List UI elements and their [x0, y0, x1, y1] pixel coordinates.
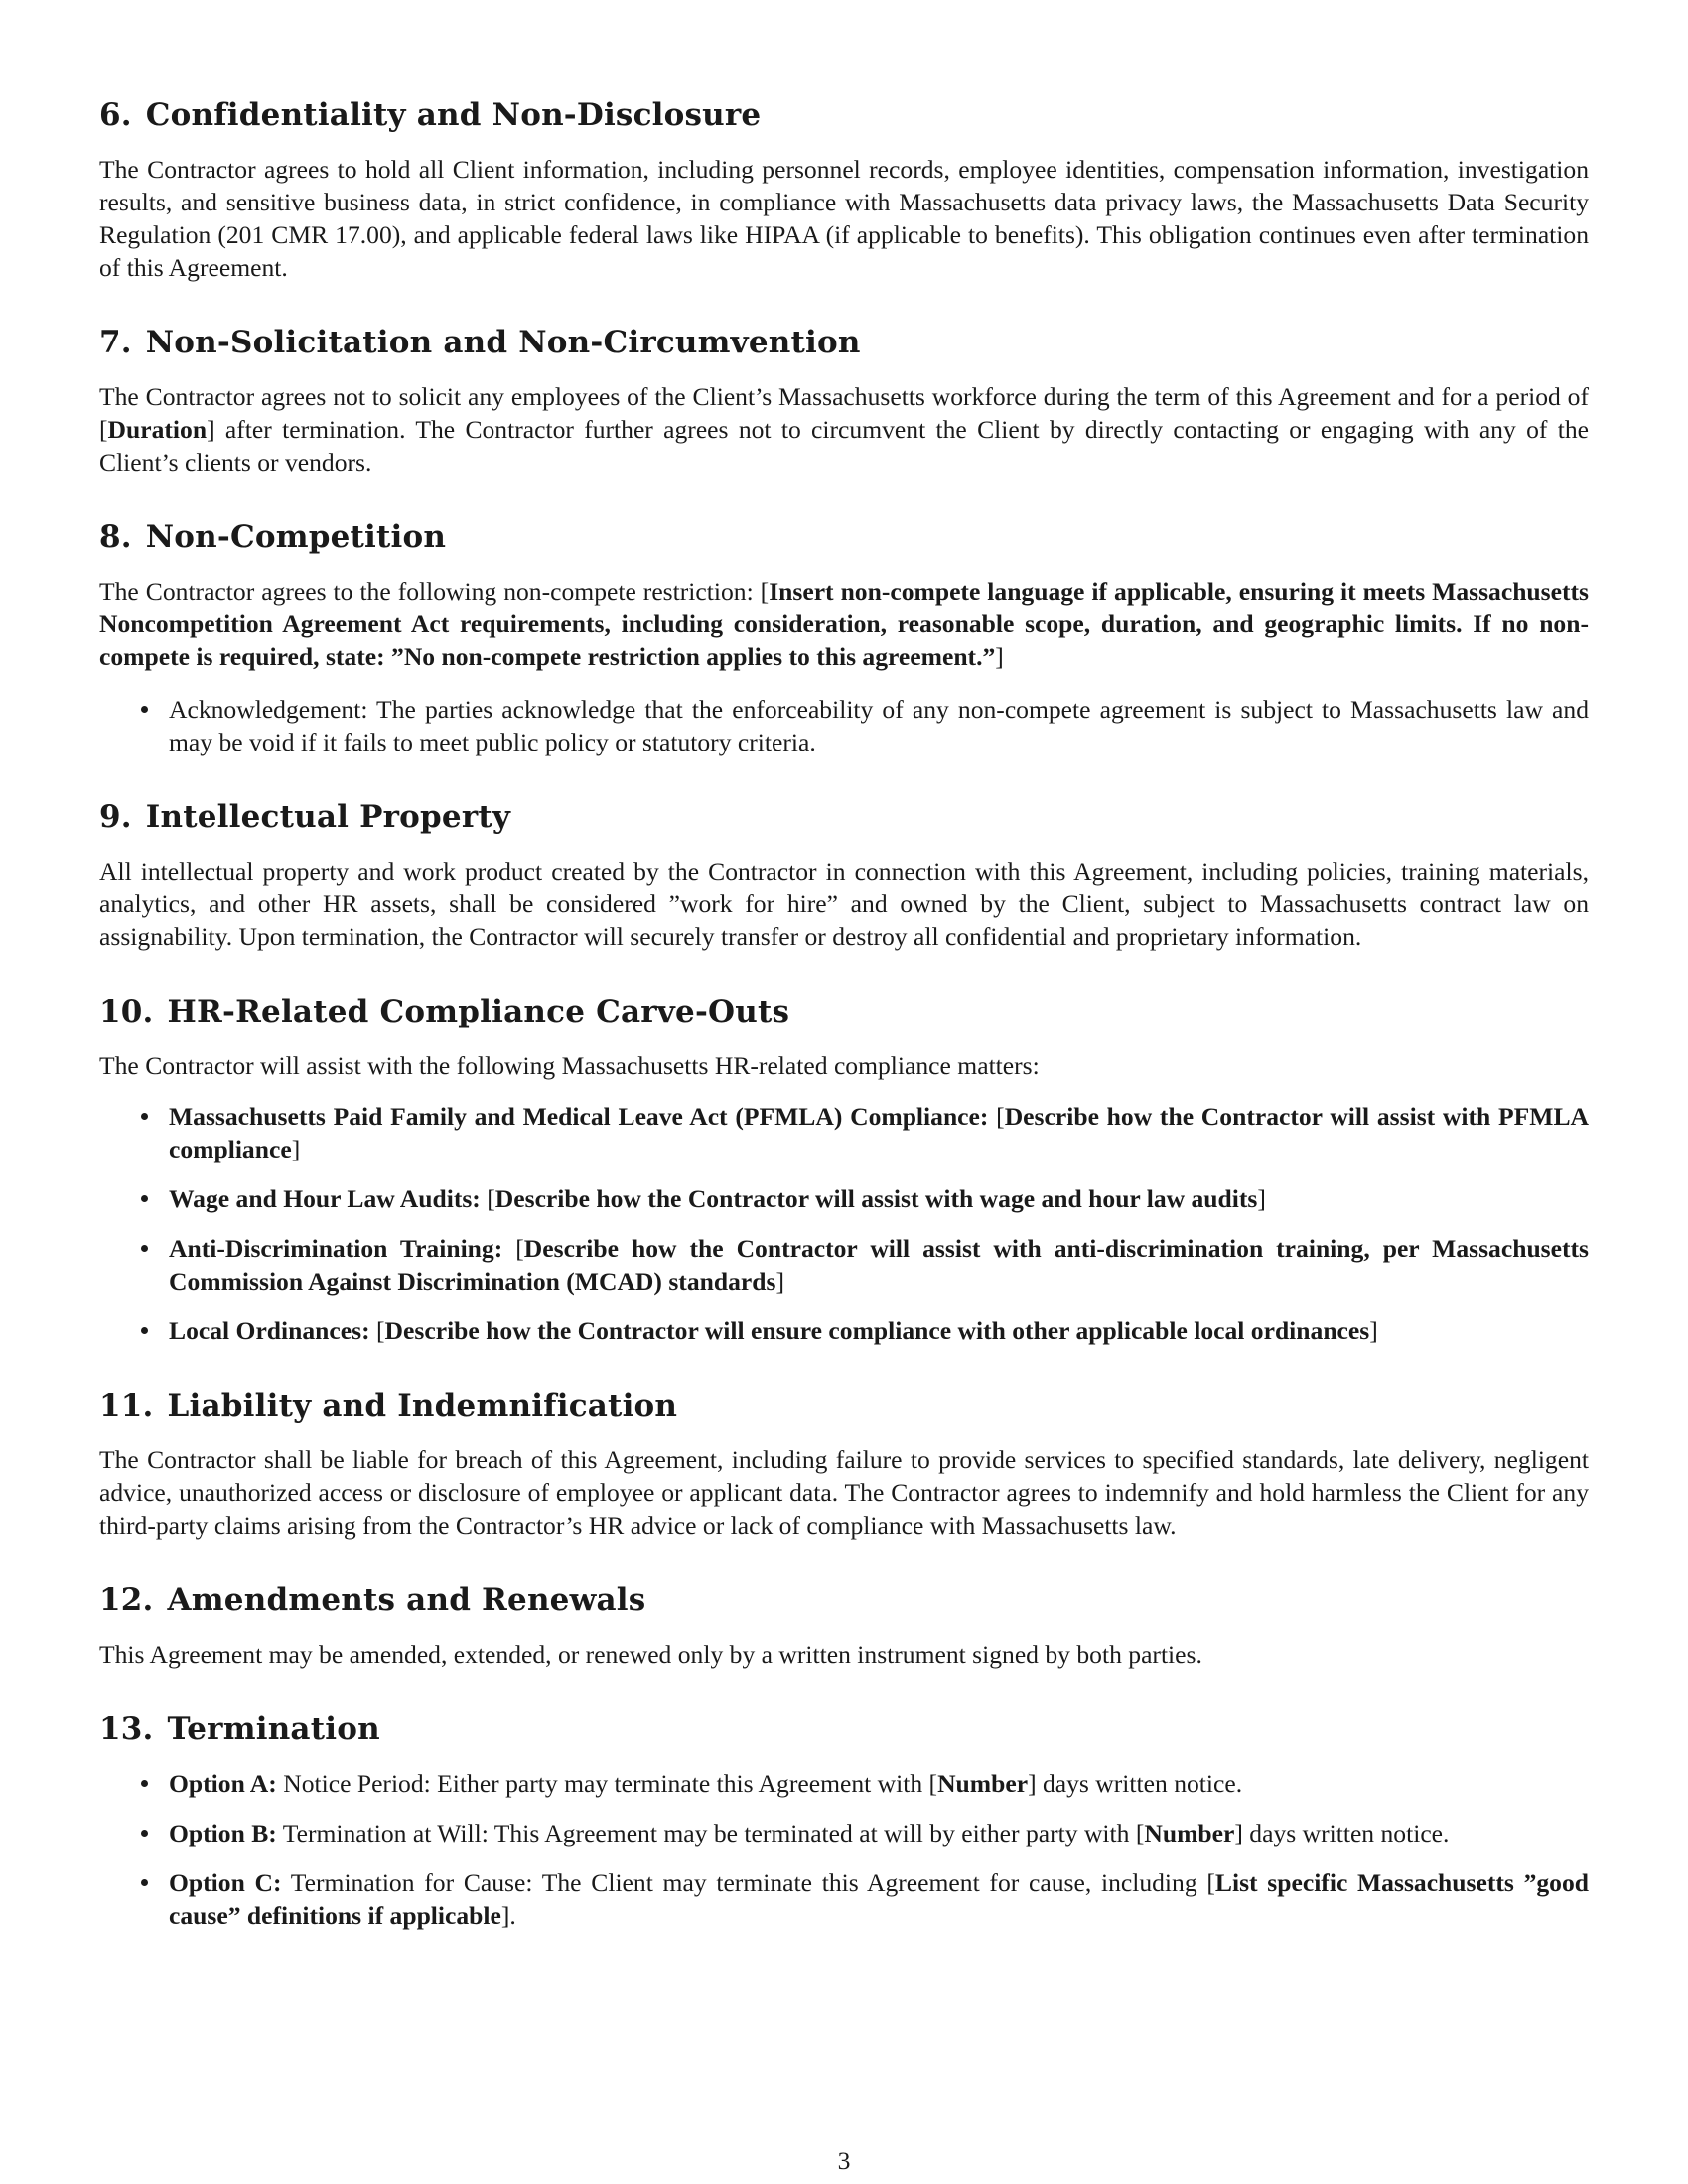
- list-item: Wage and Hour Law Audits: [Describe how the Contractor will assist with wage and hour law audits]: [99, 1182, 1589, 1215]
- bullet-icon: [141, 1113, 148, 1120]
- bullet-icon: [141, 706, 148, 713]
- section-10-list: [99, 1100, 1589, 1347]
- section-11-body: The Contractor shall be liable for breach of this Agreement, including failure to provide services to specified standards, late delivery, negligent advice, unauthorized access or disclosure of employee or applicant data. The Contractor agrees to indemnify and hold harmless the Client for any third-party claims arising from the Contractor’s HR advice or lack of compliance with Massachusetts law.: [99, 1445, 1589, 1540]
- bullet-icon: [141, 1195, 148, 1202]
- section-heading-11: 11. Liability and Indemnification: [99, 1388, 678, 1424]
- list-item: Option B: Termination at Will: This Agreement may be terminated at will by either party with [Number] days written notice.: [99, 1817, 1589, 1849]
- section-heading-9: 9. Intellectual Property: [99, 799, 511, 835]
- bullet-icon: [141, 1327, 148, 1334]
- section-9-body: All intellectual property and work product created by the Contractor in connection with this Agreement, including policies, training materials, analytics, and other HR assets, shall be considered ”work for hire” and owned by the Client, subject to Massachusetts contract law on assignability. Upon termination, the Contractor will securely transfer or destroy all confidential and proprietary information.: [99, 857, 1589, 951]
- list-item: Option A: Notice Period: Either party may terminate this Agreement with [Number] days written notice.: [99, 1767, 1589, 1800]
- section-13-list: [99, 1767, 1589, 1932]
- section-6-body: The Contractor agrees to hold all Client information, including personnel records, employee identities, compensation information, investigation results, and sensitive business data, in strict confidence, in compliance with Massachusetts data privacy laws, the Massachusetts Data Security Regulation (201 CMR 17.00), and applicable federal laws like HIPAA (if applicable to benefits). This obligation continues even after termination of this Agreement.: [99, 155, 1589, 282]
- section-8-list: [99, 693, 1589, 758]
- document-body: [99, 95, 1589, 1971]
- list-item: Option C: Termination for Cause: The Client may terminate this Agreement for cause, including [List specific Massachusetts ”good cause” definitions if applicable].: [99, 1866, 1589, 1932]
- bullet-icon: [141, 1830, 148, 1837]
- section-heading-8: 8. Non-Competition: [99, 519, 447, 555]
- section-12-body: This Agreement may be amended, extended, or renewed only by a written instrument signed by both parties.: [99, 1640, 1202, 1669]
- section-8-body: The Contractor agrees to the following non-compete restriction: [Insert non-compete language if applicable, ensuring it meets Massachusetts Noncompetition Agreement Act requirements, including consideration, reasonable scope, duration, and geographic limits. If no non-compete is required, state: ”No non-compete restriction applies to this agreement.”]: [99, 577, 1589, 671]
- list-item: Acknowledgement: The parties acknowledge that the enforceability of any non-compete agreement is subject to Massachusetts law and may be void if it fails to meet public policy or statutory criteria.: [99, 693, 1589, 758]
- section-7-body: The Contractor agrees not to solicit any employees of the Client’s Massachusetts workforce during the term of this Agreement and for a period of [Duration] after termination. The Contractor further agrees not to circumvent the Client by directly contacting or engaging with any of the Client’s clients or vendors.: [99, 382, 1589, 477]
- section-heading-12: 12. Amendments and Renewals: [99, 1582, 646, 1618]
- bullet-icon: [141, 1245, 148, 1252]
- section-heading-6: 6. Confidentiality and Non-Disclosure: [99, 97, 762, 133]
- bullet-icon: [141, 1879, 148, 1886]
- list-item: Anti-Discrimination Training: [Describe how the Contractor will assist with anti-discrimination training, per Massachusetts Commission Against Discrimination (MCAD) standards]: [99, 1232, 1589, 1297]
- section-heading-13: 13. Termination: [99, 1711, 380, 1747]
- section-10-intro: The Contractor will assist with the following Massachusetts HR-related compliance matters:: [99, 1051, 1040, 1080]
- section-heading-7: 7. Non-Solicitation and Non-Circumvention: [99, 325, 861, 360]
- placeholder-duration: Duration: [107, 415, 208, 444]
- list-item: Local Ordinances: [Describe how the Contractor will ensure compliance with other applicable local ordinances]: [99, 1314, 1589, 1347]
- page-number: 3: [837, 2146, 851, 2175]
- bullet-icon: [141, 1780, 148, 1787]
- list-item: Massachusetts Paid Family and Medical Leave Act (PFMLA) Compliance: [Describe how the Contractor will assist with PFMLA compliance]: [99, 1100, 1589, 1165]
- placeholder-non-compete: Insert non-compete language if applicable, ensuring it meets Massachusetts Noncompetition Agreement Act requirements, including consideration, reasonable scope, duration, and geographic limits. If no non-compete is required, state: ”No non-compete restriction applies to this agreement.”: [99, 577, 1589, 671]
- section-heading-10: 10. HR-Related Compliance Carve-Outs: [99, 994, 790, 1029]
